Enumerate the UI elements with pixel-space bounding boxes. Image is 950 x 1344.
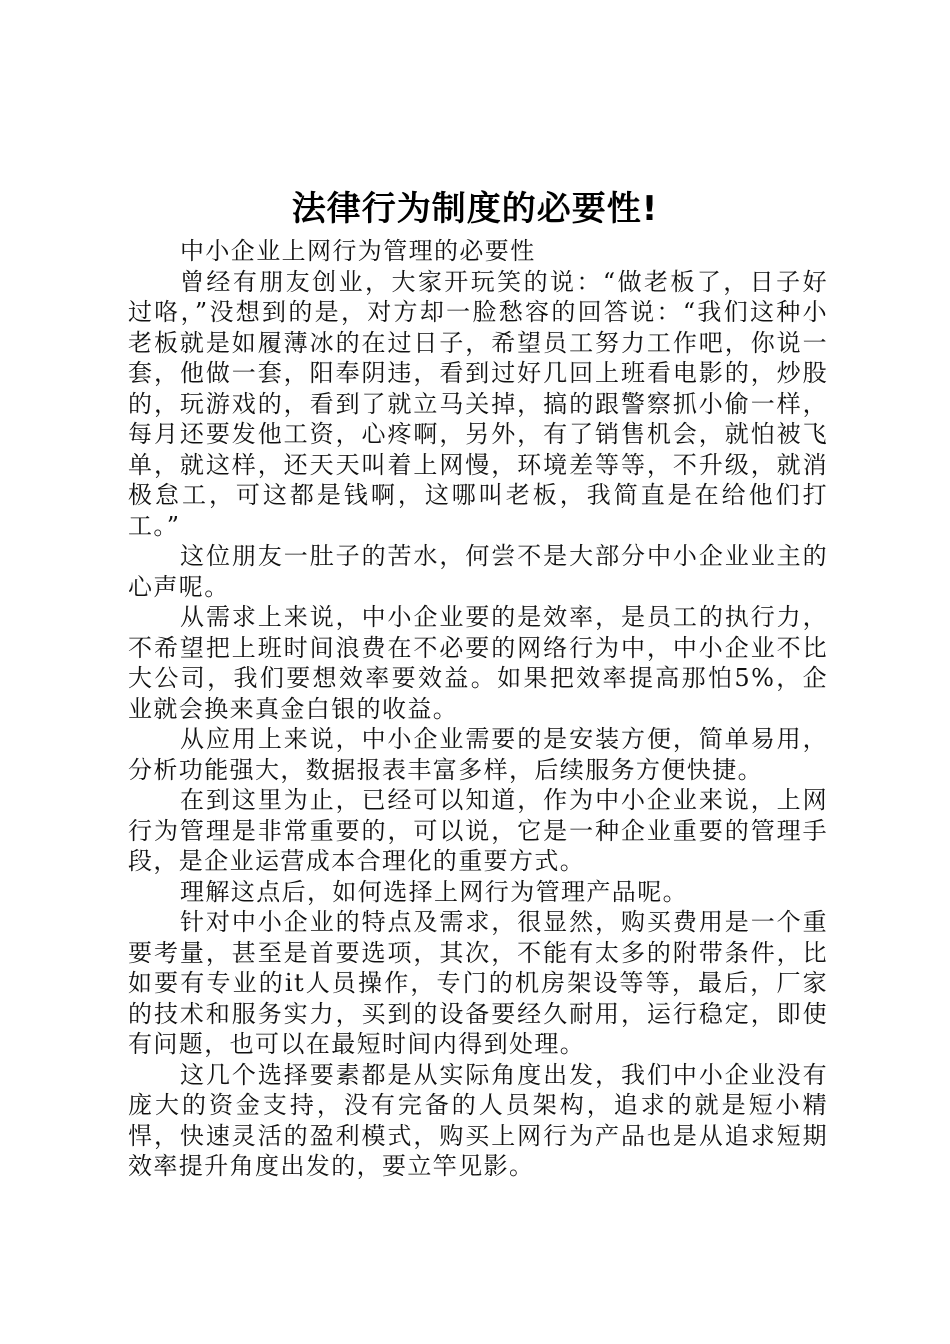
document-title: 法律行为制度的必要性! [291, 189, 659, 229]
paragraph-demand: 从需求上来说，中小企业要的是效率，是员工的执行力，不希望把上班时间浪费在不必要的网络行为中，中小企业不比大公司，我们要想效率要效益。如果把效率提高那怕5%，企业就会换来真金白银的收益。 [128, 603, 828, 723]
paragraph-conclusion: 这几个选择要素都是从实际角度出发，我们中小企业没有庞大的资金支持，没有完备的人员架构，追求的就是短小精悍，快速灵活的盈利模式，购买上网行为产品也是从追求短期效率提升角度出发的，要立竿见影。 [128, 1060, 828, 1180]
paragraph-complaint: 这位朋友一肚子的苦水，何尝不是大部分中小企业业主的心声呢。 [128, 542, 828, 601]
paragraph-anecdote: 曾经有朋友创业，大家开玩笑的说：“做老板了，日子好过咯，”没想到的是，对方却一脸愁容的回答说：“我们这种小老板就是如履薄冰的在过日子，希望员工努力工作吧，你说一套，他做一套，阳奉阴违，看到过好几回上班看电影的，炒股的，玩游戏的，看到了就立马关掉，搞的跟警察抓小偷一样，每月还要发他工资，心疼啊，另外，有了销售机会，就怕被飞单，就这样，还天天叫着上网慢，环境差等等，不升级，就消极怠工，可这都是钱啊，这哪叫老板，我简直是在给他们打工。” [128, 267, 828, 540]
paragraph-selection-question: 理解这点后，如何选择上网行为管理产品呢。 [180, 877, 688, 906]
document-body [128, 236, 828, 1182]
paragraph-subtitle: 中小企业上网行为管理的必要性 [180, 237, 536, 265]
paragraph-criteria: 针对中小企业的特点及需求，很显然，购买费用是一个重要考量，甚至是首要选项，其次，不能有太多的附带条件，比如要有专业的it人员操作，专门的机房架设等等，最后，厂家的技术和服务实力，买到的设备要经久耐用，运行稳定，即使有问题，也可以在最短时间内得到处理。 [128, 908, 828, 1058]
paragraph-application: 从应用上来说，中小企业需要的是安装方便，简单易用，分析功能强大，数据报表丰富多样，后续服务方便快捷。 [128, 725, 828, 784]
paragraph-importance: 在到这里为止，已经可以知道，作为中小企业来说，上网行为管理是非常重要的，可以说，它是一种企业重要的管理手段，是企业运营成本合理化的重要方式。 [128, 786, 828, 875]
